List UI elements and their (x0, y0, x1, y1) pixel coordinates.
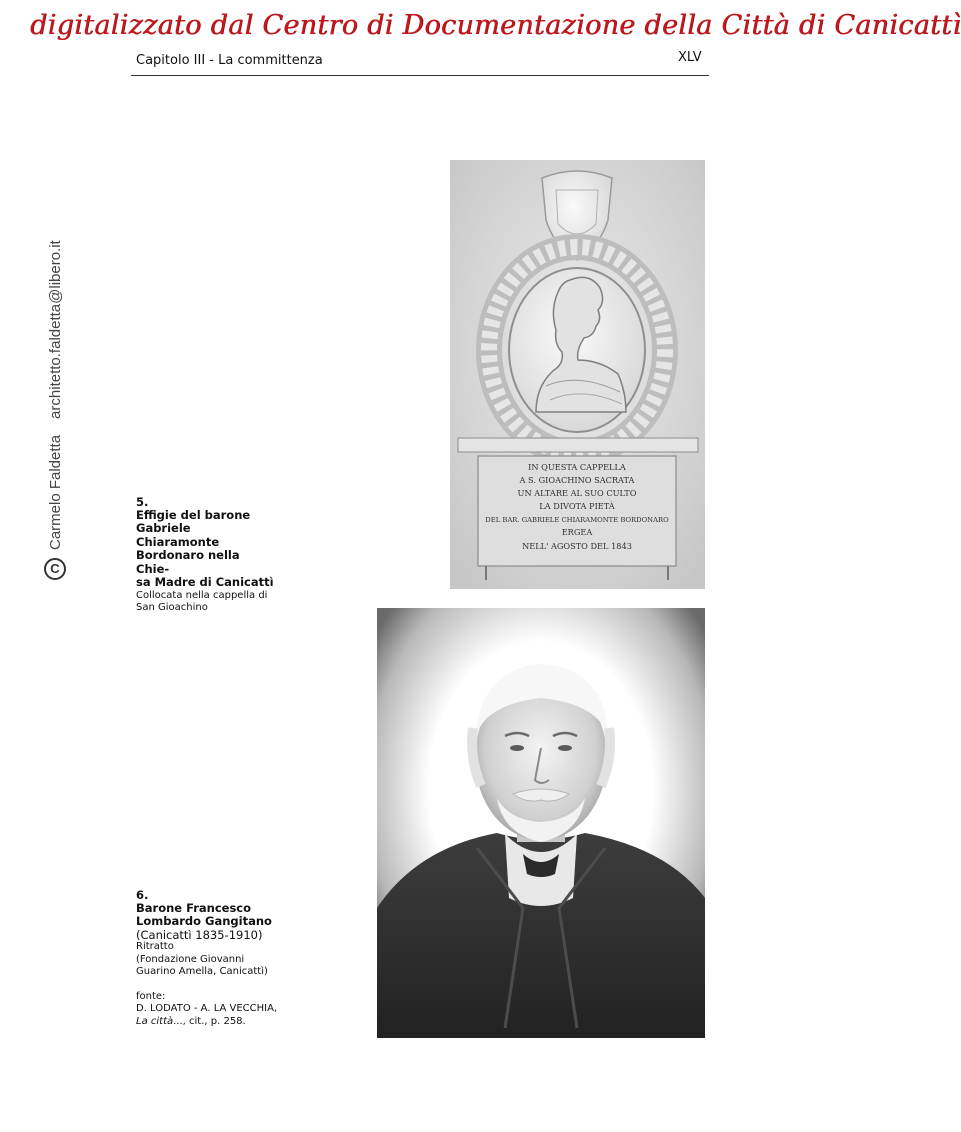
caption-title-line: Gabriele Chiaramonte (136, 521, 220, 549)
caption-dates: (Canicattì 1835-1910) (136, 927, 263, 942)
plaque-line: UN ALTARE AL SUO CULTO (517, 488, 637, 498)
plaque-illustration (450, 160, 705, 589)
portrait-photo (377, 608, 705, 1038)
caption-figure-6 (136, 889, 286, 1028)
digitization-banner: digitalizzato dal Centro di Documentazione della Città di Canicattì (30, 10, 961, 41)
caption-title-line: Lombardo Gangitano (136, 914, 272, 928)
plaque-line: LA DIVOTA PIETÀ (539, 501, 615, 511)
source-citation-rest: ..., cit., p. 258. (173, 1015, 246, 1027)
source-authors: D. LODATO - A. LA VECCHIA, (136, 1003, 278, 1014)
source-citation (136, 1016, 286, 1029)
caption-desc-line: (Fondazione Giovanni (136, 953, 245, 965)
plaque-line: ERGEA (561, 527, 593, 537)
figure-number: 6. (136, 888, 149, 902)
source-book-title: La città (136, 1015, 174, 1027)
portrait-illustration (377, 608, 705, 1038)
plaque-line: A S. GIOACHINO SACRATA (519, 475, 635, 485)
credit-author: Carmelo Faldetta (46, 434, 64, 550)
source-label: fonte: (136, 990, 166, 1002)
chapter-title: Capitolo III - La committenza (136, 53, 323, 68)
caption-title-line: Effigie del barone (136, 507, 251, 522)
caption-desc-line: Ritratto (136, 941, 174, 952)
caption-figure-5 (136, 496, 276, 615)
plaque-line: DEL BAR. GABRIELE CHIARAMONTE BORDONARO (485, 516, 669, 524)
copyright-icon: C (44, 558, 66, 580)
caption-desc-line: Collocata nella cappella di (136, 589, 268, 601)
plaque-photo (450, 160, 705, 589)
figure-number: 5. (136, 495, 149, 509)
plaque-line: NELL' AGOSTO DEL 1843 (522, 541, 632, 551)
side-credit (44, 240, 66, 580)
caption-desc-line: Guarino Amella, Canicattì) (136, 966, 268, 977)
plaque-line: IN QUESTA CAPPELLA (528, 462, 626, 472)
credit-email: architetto.faldetta@libero.it (46, 240, 64, 419)
caption-title-line: Barone Francesco (136, 900, 252, 915)
header-rule (131, 75, 709, 76)
page-number: XLV (678, 50, 702, 65)
caption-title-line: sa Madre di Canicattì (136, 575, 274, 589)
caption-desc-line: San Gioachino (136, 602, 208, 613)
caption-title-line: Bordonaro nella Chie- (136, 548, 240, 576)
